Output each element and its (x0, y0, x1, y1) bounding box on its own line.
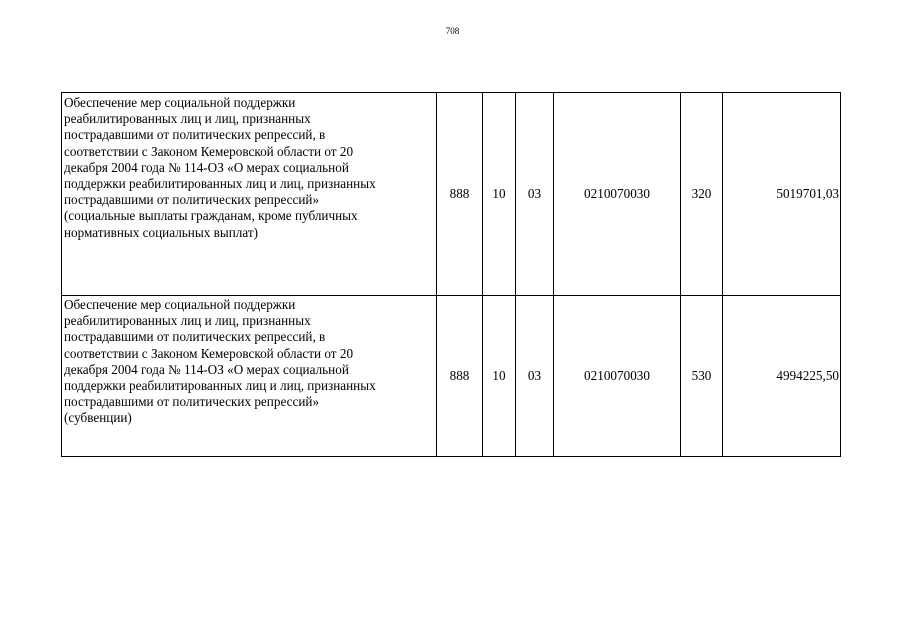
expense-name-cell (62, 93, 437, 296)
expense-type-cell: 320 (681, 93, 723, 296)
section-code-cell: 10 (483, 93, 516, 296)
amount-cell: 4994225,50 (723, 296, 841, 457)
target-article-cell: 0210070030 (554, 296, 681, 457)
expense-name: Обеспечение мер социальной поддержки реабилитированных лиц и лиц, признанных пострадавшими от политических репрессий, в соответствии с Законом Кемеровской области от 20 декабря 2004 года № 114-ОЗ «О мерах социальной поддержки реабилитированных лиц и лиц, признанных пострадавшими от политических репрессий» (субвенции) (64, 297, 376, 426)
table-row (62, 93, 841, 296)
table-row (62, 296, 841, 457)
subsection-code-cell: 03 (516, 296, 554, 457)
expense-name-cell (62, 296, 437, 457)
expense-type-cell: 530 (681, 296, 723, 457)
expense-name: Обеспечение мер социальной поддержки реабилитированных лиц и лиц, признанных пострадавшими от политических репрессий, в соответствии с Законом Кемеровской области от 20 декабря 2004 года № 114-ОЗ «О мерах социальной поддержки реабилитированных лиц и лиц, признанных пострадавшими от политических репрессий» (социальные выплаты гражданам, кроме публичных нормативных социальных выплат) (64, 95, 376, 240)
target-article-cell: 0210070030 (554, 93, 681, 296)
subsection-code-cell: 03 (516, 93, 554, 296)
budget-table (61, 92, 841, 457)
amount-cell: 5019701,03 (723, 93, 841, 296)
section-code-cell: 10 (483, 296, 516, 457)
page-number: 708 (445, 26, 460, 36)
ministry-code-cell: 888 (437, 296, 483, 457)
ministry-code-cell: 888 (437, 93, 483, 296)
